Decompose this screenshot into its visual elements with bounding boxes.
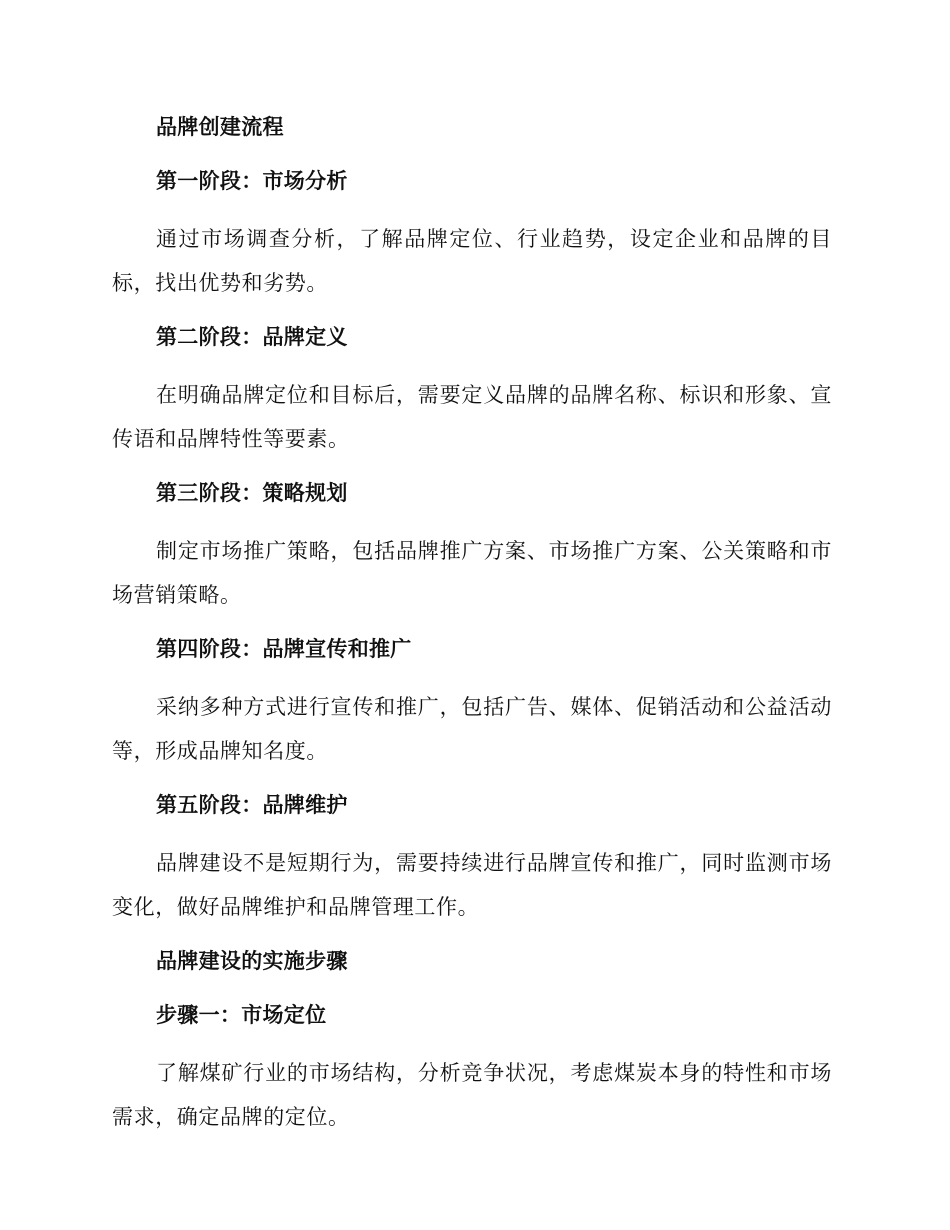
- stage-heading-3: 第三阶段：策略规划: [156, 481, 348, 505]
- section-heading-brand-creation-process: 品牌创建流程: [156, 115, 284, 139]
- step-heading-1: 步骤一：市场定位: [156, 1003, 327, 1027]
- stage-paragraph-4: 采纳多种方式进行宣传和推广，包括广告、媒体、促销活动和公益活动等，形成品牌知名度。: [112, 695, 832, 763]
- stage-paragraph-2: 在明确品牌定位和目标后，需要定义品牌的品牌名称、标识和形象、宣传语和品牌特性等要素。: [112, 383, 832, 451]
- stage-heading-4: 第四阶段：品牌宣传和推广: [156, 637, 412, 661]
- document-page: [112, 112, 832, 1156]
- stage-paragraph-1: 通过市场调查分析，了解品牌定位、行业趋势，设定企业和品牌的目标，找出优势和劣势。: [112, 227, 832, 295]
- stage-heading-5: 第五阶段：品牌维护: [156, 793, 348, 817]
- stage-heading-1: 第一阶段：市场分析: [156, 169, 348, 193]
- step-paragraph-1: 了解煤矿行业的市场结构，分析竞争状况，考虑煤炭本身的特性和市场需求，确定品牌的定位。: [112, 1061, 832, 1129]
- stage-paragraph-3: 制定市场推广策略，包括品牌推广方案、市场推广方案、公关策略和市场营销策略。: [112, 539, 832, 607]
- stage-heading-2: 第二阶段：品牌定义: [156, 325, 348, 349]
- section-heading-implementation-steps: 品牌建设的实施步骤: [156, 949, 348, 973]
- stage-paragraph-5: 品牌建设不是短期行为，需要持续进行品牌宣传和推广，同时监测市场变化，做好品牌维护和品牌管理工作。: [112, 851, 832, 919]
